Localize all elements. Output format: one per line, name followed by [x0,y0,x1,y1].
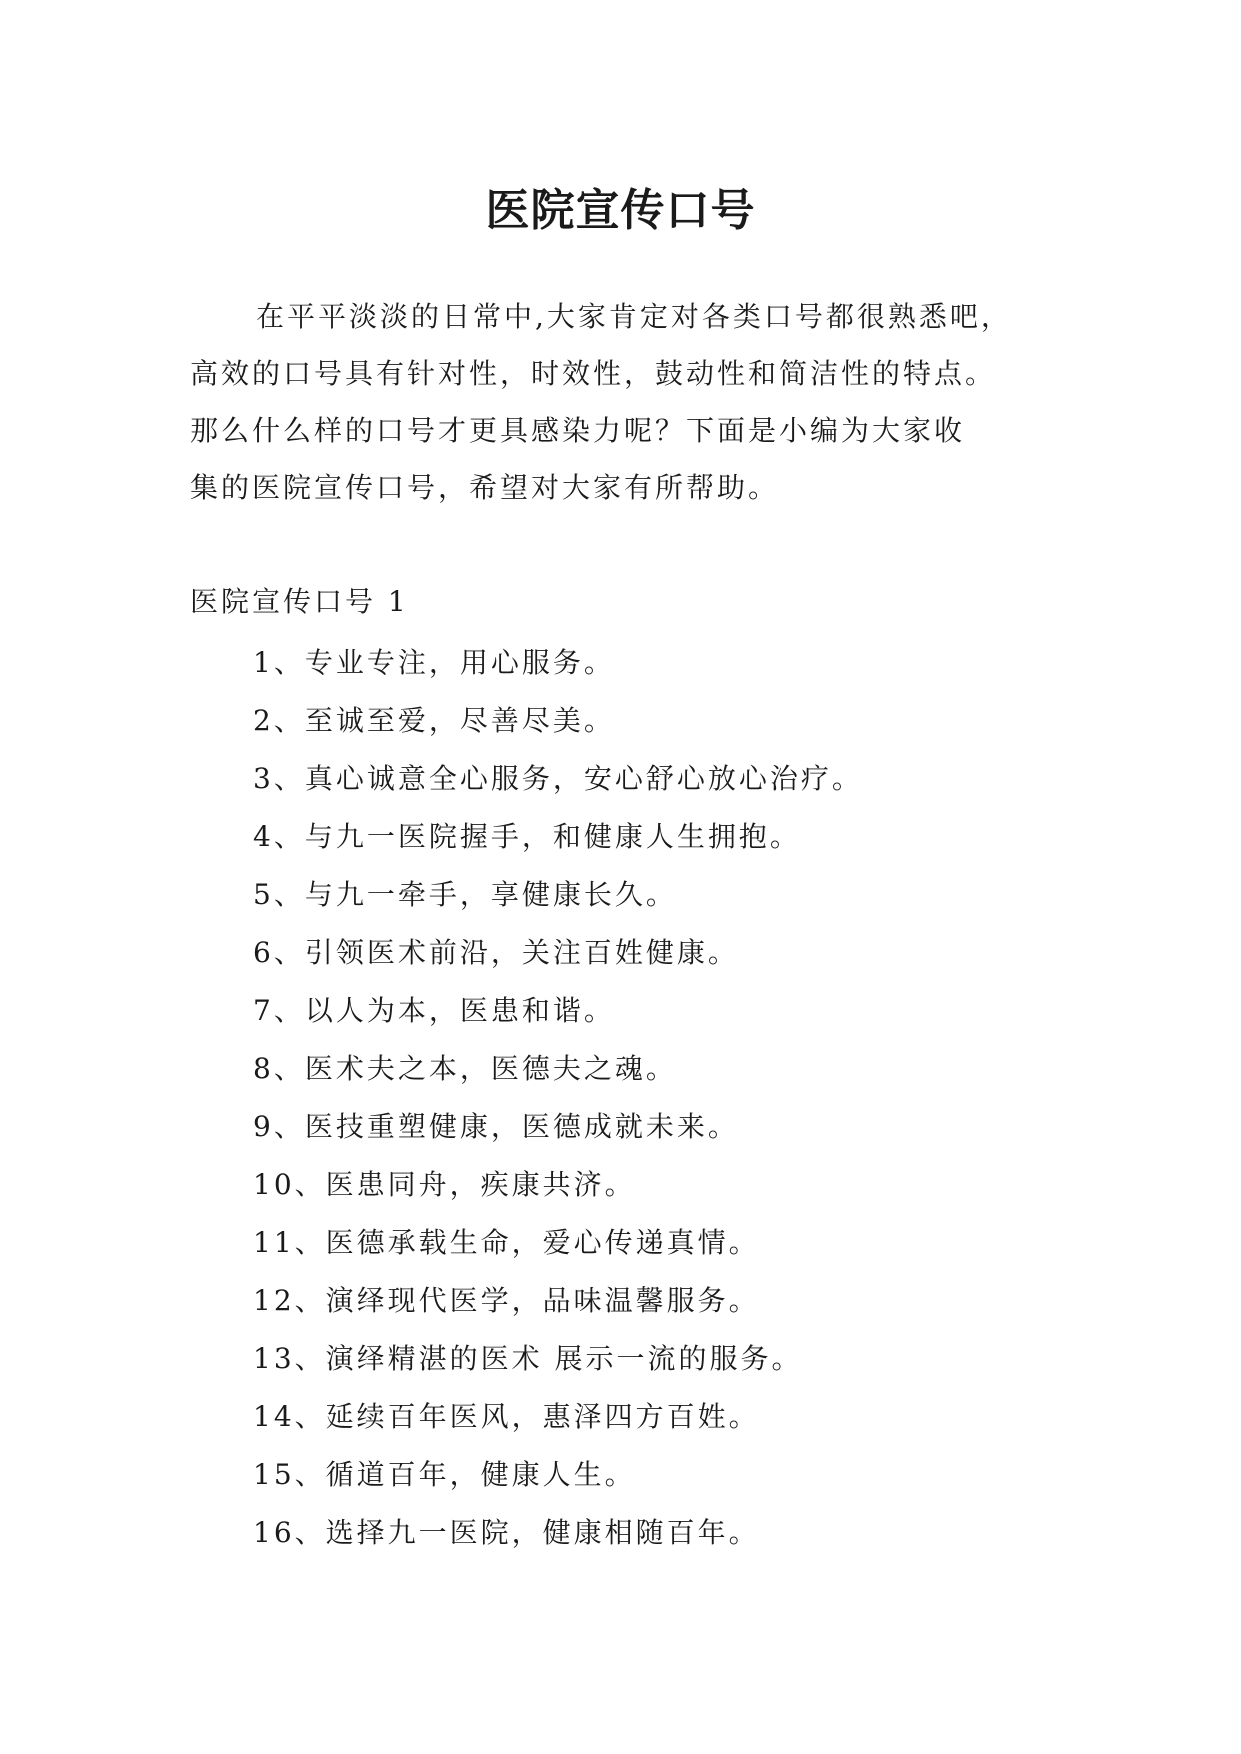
slogan-item: 6、引领医术前沿，关注百姓健康。 [253,936,739,969]
slogan-item: 16、选择九一医院，健康相随百年。 [253,1516,760,1549]
slogan-item: 12、演绎现代医学，品味温馨服务。 [253,1284,760,1317]
slogan-item: 9、医技重塑健康，医德成就未来。 [253,1110,739,1143]
slogan-item: 8、医术夫之本，医德夫之魂。 [253,1052,677,1085]
slogan-item: 5、与九一牵手，享健康长久。 [253,878,677,911]
intro-line: 那么什么样的口号才更具感染力呢？下面是小编为大家收 [190,414,966,447]
slogan-item: 3、真心诚意全心服务，安心舒心放心治疗。 [253,762,863,795]
slogan-item: 15、循道百年，健康人生。 [253,1458,636,1491]
intro-paragraph [190,288,1070,516]
slogan-item: 14、延续百年医风，惠泽四方百姓。 [253,1400,760,1433]
intro-line: 高效的口号具有针对性，时效性，鼓动性和简洁性的特点。 [190,357,997,390]
slogan-item: 2、至诚至爱，尽善尽美。 [253,704,615,737]
slogan-list [253,638,863,1566]
slogan-item: 10、医患同舟，疾康共济。 [253,1168,636,1201]
slogan-item: 4、与九一医院握手，和健康人生拥抱。 [253,820,801,853]
page-title: 医院宣传口号 [485,185,756,237]
slogan-item: 13、演绎精湛的医术 展示一流的服务。 [253,1342,803,1375]
section-heading: 医院宣传口号 1 [190,585,409,618]
intro-line: 集的医院宣传口号，希望对大家有所帮助。 [190,471,780,504]
slogan-item: 11、医德承载生命，爱心传递真情。 [253,1226,760,1259]
intro-line: 在平平淡淡的日常中,大家肯定对各类口号都很熟悉吧， [256,300,1012,333]
slogan-item: 7、以人为本，医患和谐。 [253,994,615,1027]
slogan-item: 1、专业专注，用心服务。 [253,646,615,679]
